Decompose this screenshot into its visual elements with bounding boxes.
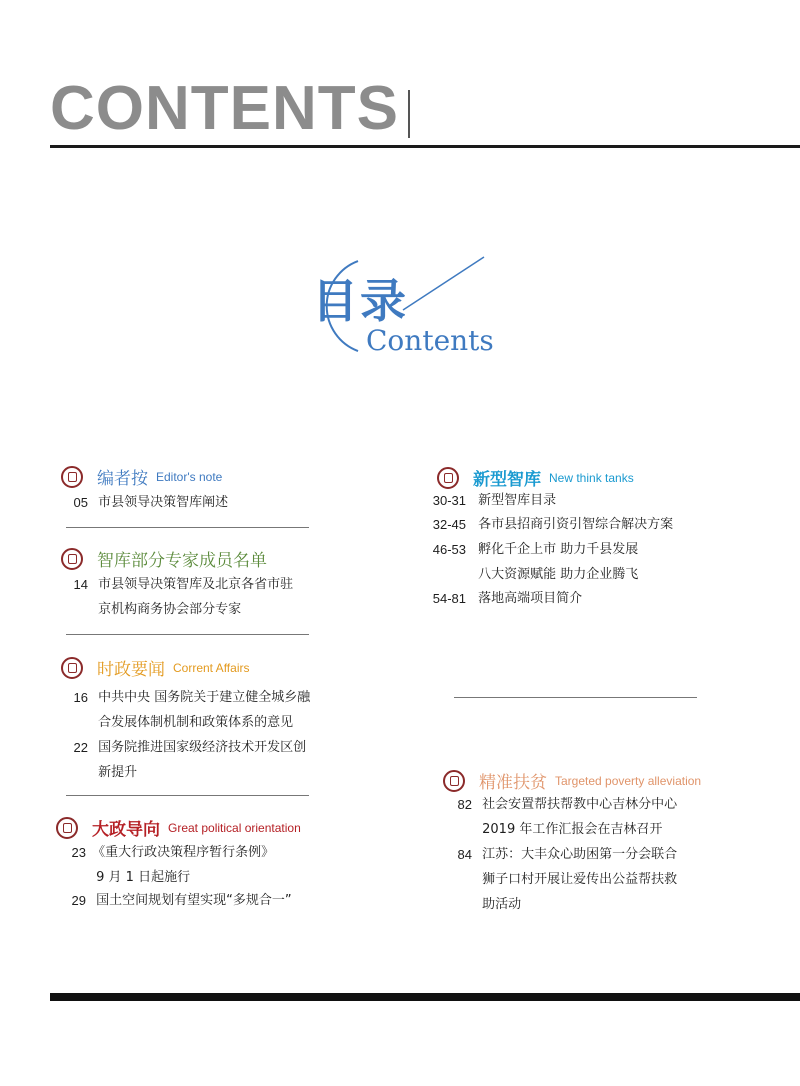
logo-chinese: 目录 xyxy=(312,274,408,328)
divider xyxy=(454,697,697,698)
title-divider xyxy=(408,90,410,138)
divider xyxy=(66,795,309,796)
page-number: 82 xyxy=(457,797,472,812)
section-new-think-tanks[interactable] xyxy=(437,465,634,490)
toc-entry[interactable] xyxy=(452,792,677,842)
entry-title: 各市县招商引资引智综合解决方案 xyxy=(478,517,674,532)
toc-entry[interactable] xyxy=(430,488,556,514)
entry-title: 社会安置帮扶帮教中心吉林分中心 2019 年工作汇报会在吉林召开 xyxy=(482,797,678,837)
section-title: 新型智库 xyxy=(473,470,541,490)
toc-entry[interactable] xyxy=(68,490,228,516)
entry-title: 《重大行政决策程序暂行条例》 9 月 1 日起施行 xyxy=(92,845,275,885)
toc-entry[interactable] xyxy=(430,512,673,538)
page-number: 05 xyxy=(73,495,88,510)
seal-icon xyxy=(61,466,83,488)
entry-title: 新型智库目录 xyxy=(478,493,557,508)
section-political-orientation[interactable] xyxy=(56,815,301,840)
seal-icon xyxy=(61,657,83,679)
section-title: 智库部分专家成员名单 xyxy=(97,551,267,571)
toc-entry[interactable] xyxy=(430,586,582,612)
toc-entry[interactable] xyxy=(68,735,306,785)
seal-icon xyxy=(437,467,459,489)
page-number: 22 xyxy=(73,740,88,755)
section-experts[interactable] xyxy=(61,546,275,571)
page-number: 54-81 xyxy=(432,591,466,606)
entry-title: 市县领导决策智库及北京各省市驻 京机构商务协会部分专家 xyxy=(98,577,294,617)
toc-entry[interactable] xyxy=(66,840,274,890)
logo-english: Contents xyxy=(366,324,494,357)
page-number: 23 xyxy=(71,845,86,860)
seal-icon xyxy=(61,548,83,570)
page-number: 30-31 xyxy=(432,493,466,508)
page-number: 84 xyxy=(457,847,472,862)
page-number: 14 xyxy=(73,577,88,592)
entry-title: 孵化千企上市 助力千县发展 八大资源赋能 助力企业腾飞 xyxy=(478,542,639,582)
page-title: CONTENTS xyxy=(50,74,399,143)
section-subtitle: Editor's note xyxy=(156,469,223,484)
section-subtitle: Targeted poverty alleviation xyxy=(555,773,702,788)
page-number: 16 xyxy=(73,690,88,705)
toc-entry[interactable] xyxy=(66,888,292,914)
section-subtitle: Great political orientation xyxy=(168,820,301,835)
entry-title: 国土空间规划有望实现“多规合一” xyxy=(96,893,292,908)
toc-entry[interactable] xyxy=(68,572,293,622)
toc-entry[interactable] xyxy=(430,537,638,587)
section-poverty-alleviation[interactable] xyxy=(443,768,701,793)
section-current-affairs[interactable] xyxy=(61,655,249,680)
section-title: 精准扶贫 xyxy=(479,773,547,793)
section-title: 编者按 xyxy=(97,469,148,489)
divider xyxy=(66,527,309,528)
entry-title: 江苏：大丰众心助困第一分会联合 狮子口村开展让爱传出公益帮扶救 助活动 xyxy=(482,847,678,912)
entry-title: 市县领导决策智库阐述 xyxy=(98,495,229,510)
toc-entry[interactable] xyxy=(68,685,310,735)
section-title: 时政要闻 xyxy=(97,660,165,680)
entry-title: 中共中央 国务院关于建立健全城乡融 合发展体制机制和政策体系的意见 xyxy=(98,690,311,730)
page-number: 46-53 xyxy=(432,542,466,557)
page-number: 29 xyxy=(71,893,86,908)
seal-icon xyxy=(443,770,465,792)
section-subtitle: Corrent Affairs xyxy=(173,660,250,675)
entry-title: 落地高端项目简介 xyxy=(478,591,583,606)
section-editor-note[interactable] xyxy=(61,464,222,489)
seal-icon xyxy=(56,817,78,839)
toc-entry[interactable] xyxy=(452,842,677,917)
top-rule xyxy=(50,145,800,148)
section-subtitle: New think tanks xyxy=(549,470,634,485)
entry-title: 国务院推进国家级经济技术开发区创 新提升 xyxy=(98,740,307,780)
divider xyxy=(66,634,309,635)
bottom-rule xyxy=(50,993,800,1001)
section-title: 大政导向 xyxy=(92,820,160,840)
page-number: 32-45 xyxy=(432,517,466,532)
